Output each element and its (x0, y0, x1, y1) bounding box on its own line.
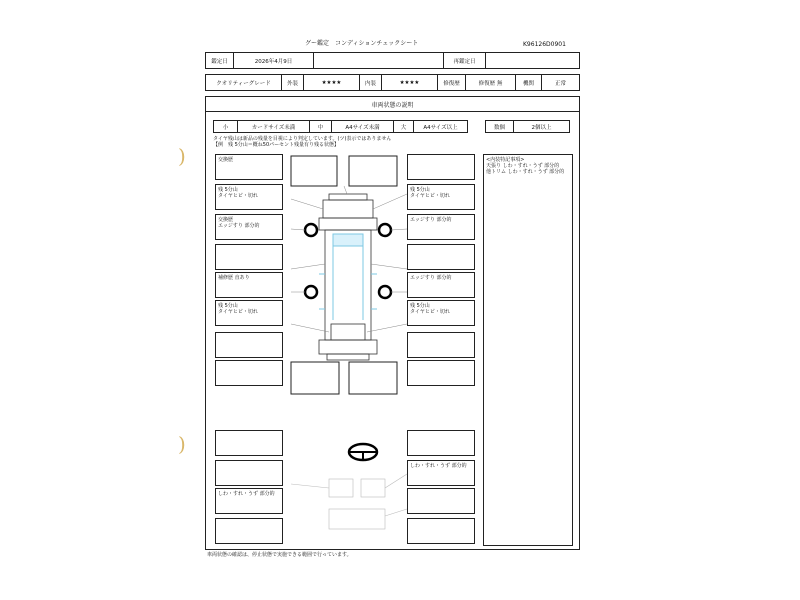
size-medium: 中 (310, 121, 332, 132)
left-condition-text: 補修歴 直あり (218, 275, 250, 281)
margin-mark-top: ) (178, 144, 186, 168)
count-desc: 2個以上 (531, 124, 552, 131)
left-condition-text: 残 5分山 タイヤヒビ・切れ (218, 303, 258, 315)
size-medium-desc: A4サイズ未満 (332, 121, 394, 132)
sheet-title: グー鑑定 コンディションチェックシート (305, 40, 419, 47)
left-condition-box (215, 430, 283, 456)
margin-mark-bottom: ) (178, 432, 186, 456)
section-title-bar (205, 96, 580, 112)
interior-rating: ★★★★ (382, 75, 438, 90)
interior-note-ceiling: 天張り しわ・すれ・うず 部分的 (486, 163, 560, 169)
condition-check-sheet (205, 36, 580, 564)
left-condition-box (215, 488, 283, 514)
exterior-rating: ★★★★ (304, 75, 360, 90)
engine-label: 機関 (516, 75, 542, 90)
inspection-date-row (205, 52, 580, 69)
inspection-blank-cell (314, 53, 444, 68)
repair-history-value: 修復歴 無 (466, 75, 516, 90)
reinspection-date-value (486, 53, 579, 68)
size-small: 小 (214, 121, 238, 132)
interior-notes-panel (483, 154, 573, 546)
size-large: 大 (394, 121, 414, 132)
left-condition-text: 交換歴 (218, 157, 234, 163)
count-label: 数個 (486, 121, 514, 132)
left-condition-box (215, 184, 283, 210)
left-condition-box (215, 332, 283, 358)
interior-notes-title: <内装特記事項> (486, 157, 525, 163)
tire-note-line1: タイヤ残山は新品の残量を目視により判定しています。(ツ)表示ではありません (213, 136, 392, 142)
right-condition-text: しわ・すれ・うず 部分的 (410, 463, 467, 469)
left-condition-text: しわ・すれ・うず 部分的 (218, 491, 275, 497)
right-condition-text: 残 5分山 タイヤヒビ・切れ (410, 187, 450, 199)
document-id: K96126D0901 (523, 41, 566, 48)
vehicle-diagram (289, 154, 479, 544)
left-condition-box (215, 154, 283, 180)
tire-note-line2: 【例 残 5分山＝概ね50パーセント残量有り残る状態】 (213, 142, 340, 148)
reinspection-date-label: 再鑑定日 (444, 53, 486, 68)
right-condition-text: エッジすり 部分的 (410, 275, 452, 281)
right-condition-text: 残 5分山 タイヤヒビ・切れ (410, 303, 450, 315)
interior-note-trim: 他トリム しわ・すれ・うず 部分的 (486, 169, 565, 175)
left-condition-text: 交換歴 エッジすり 部分的 (218, 217, 260, 229)
repair-history-label: 修復歴 (438, 75, 466, 90)
right-condition-text: エッジすり 部分的 (410, 217, 452, 223)
left-condition-box (215, 300, 283, 326)
left-condition-box (215, 272, 283, 298)
footer-note: 車両状態の確認は、停止状態で実施できる範囲で行っています。 (207, 552, 352, 558)
left-condition-box (215, 518, 283, 544)
left-condition-box (215, 244, 283, 270)
interior-label: 内装 (360, 75, 382, 90)
count-legend (485, 120, 570, 133)
exterior-label: 外装 (282, 75, 304, 90)
inspection-date-label: 鑑定日 (206, 53, 234, 68)
size-small-desc: カードサイズ未満 (238, 121, 310, 132)
left-condition-text: 残 5分山 タイヤヒビ・切れ (218, 187, 258, 199)
engine-value: 正常 (554, 80, 566, 87)
left-condition-box (215, 360, 283, 386)
quality-grade-label: クオリティーグレード (206, 75, 282, 90)
left-condition-box (215, 214, 283, 240)
section-title: 車両状態の説明 (371, 101, 414, 109)
left-condition-box (215, 460, 283, 486)
quality-grade-row (205, 74, 580, 91)
size-large-desc: A4サイズ以上 (423, 124, 458, 131)
inspection-date-value: 2026年4月9日 (234, 53, 314, 68)
size-legend (213, 120, 468, 133)
